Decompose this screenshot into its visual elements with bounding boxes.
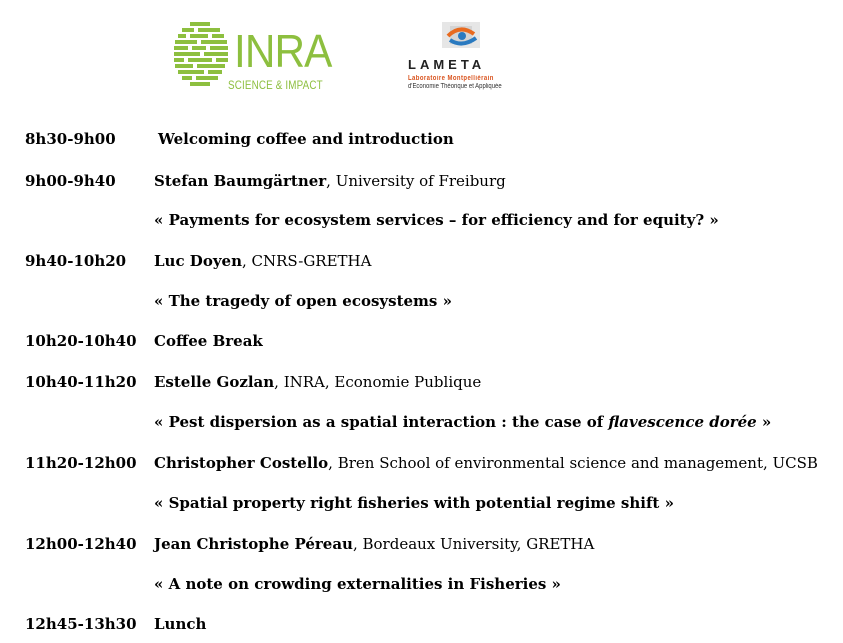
talk-title: « Spatial property right fisheries with potential regime shift » bbox=[154, 494, 674, 512]
schedule-row bbox=[0, 330, 843, 352]
talk-title bbox=[154, 411, 771, 433]
talk-row bbox=[0, 411, 843, 433]
time-slot: 9h00-9h40 bbox=[25, 172, 116, 190]
talk-title: « Payments for ecosystem services – for efficiency and for equity? » bbox=[154, 211, 719, 229]
speaker-affiliation: , CNRS-GRETHA bbox=[242, 252, 372, 270]
schedule-row bbox=[0, 533, 843, 555]
lameta-logo-subtitle-2: d'Economie Théorique et Appliquée bbox=[408, 83, 502, 90]
speaker-name: Estelle Gozlan bbox=[154, 373, 275, 391]
session-title: Coffee Break bbox=[154, 332, 263, 350]
schedule-row bbox=[0, 371, 843, 393]
time-slot: 10h20-10h40 bbox=[25, 332, 137, 350]
lameta-logo-subtitle: Laboratoire Montpelliérain bbox=[408, 75, 494, 82]
speaker-name: Stefan Baumgärtner bbox=[154, 172, 327, 190]
schedule-row bbox=[0, 170, 843, 192]
schedule-row bbox=[0, 128, 843, 150]
talk-title-italic: flavescence dorée bbox=[608, 413, 757, 431]
speaker-affiliation: , INRA, Economie Publique bbox=[274, 373, 482, 391]
inra-logo-text: INRA bbox=[234, 25, 332, 77]
talk-title: « A note on crowding externalities in Fisheries » bbox=[154, 575, 561, 593]
talk-title: « The tragedy of open ecosystems » bbox=[154, 292, 452, 310]
session-title: Welcoming coffee and introduction bbox=[158, 130, 454, 148]
lameta-emblem-icon bbox=[402, 20, 527, 60]
speaker-name: Christopher Costello bbox=[154, 454, 329, 472]
session-title: Lunch bbox=[154, 615, 207, 633]
talk-row bbox=[0, 209, 843, 231]
talk-title-end: » bbox=[756, 413, 772, 431]
time-slot: 9h40-10h20 bbox=[25, 252, 127, 270]
speaker-affiliation: , Bordeaux University, GRETHA bbox=[352, 535, 595, 553]
speaker-affiliation: , University of Freiburg bbox=[326, 172, 506, 190]
speaker-line bbox=[154, 170, 506, 192]
speaker-affiliation: , Bren School of environmental science and management, UCSB bbox=[328, 454, 818, 472]
time-slot: 10h40-11h20 bbox=[25, 373, 137, 391]
speaker-line bbox=[154, 452, 818, 474]
time-slot: 12h00-12h40 bbox=[25, 535, 137, 553]
speaker-name: Luc Doyen bbox=[154, 252, 242, 270]
schedule-row bbox=[0, 250, 843, 272]
time-slot: 11h20-12h00 bbox=[25, 454, 137, 472]
inra-logo bbox=[172, 20, 332, 100]
speaker-line bbox=[154, 371, 481, 393]
talk-title-start: « Pest dispersion as a spatial interaction : the case of bbox=[154, 413, 609, 431]
lameta-logo bbox=[402, 20, 527, 98]
talk-row bbox=[0, 573, 843, 595]
inra-globe-icon bbox=[172, 20, 234, 92]
schedule-row bbox=[0, 452, 843, 474]
inra-logo-tagline: SCIENCE & IMPACT bbox=[228, 78, 323, 92]
time-slot: 12h45-13h30 bbox=[25, 615, 137, 633]
talk-row bbox=[0, 290, 843, 312]
speaker-line bbox=[154, 533, 594, 555]
speaker-line bbox=[154, 250, 371, 272]
speaker-name: Jean Christophe Péreau bbox=[154, 535, 353, 553]
schedule-row bbox=[0, 613, 843, 635]
time-slot: 8h30-9h00 bbox=[25, 130, 116, 148]
talk-row bbox=[0, 492, 843, 514]
logo-header bbox=[0, 0, 843, 110]
lameta-logo-text: LAMETA bbox=[408, 57, 486, 72]
